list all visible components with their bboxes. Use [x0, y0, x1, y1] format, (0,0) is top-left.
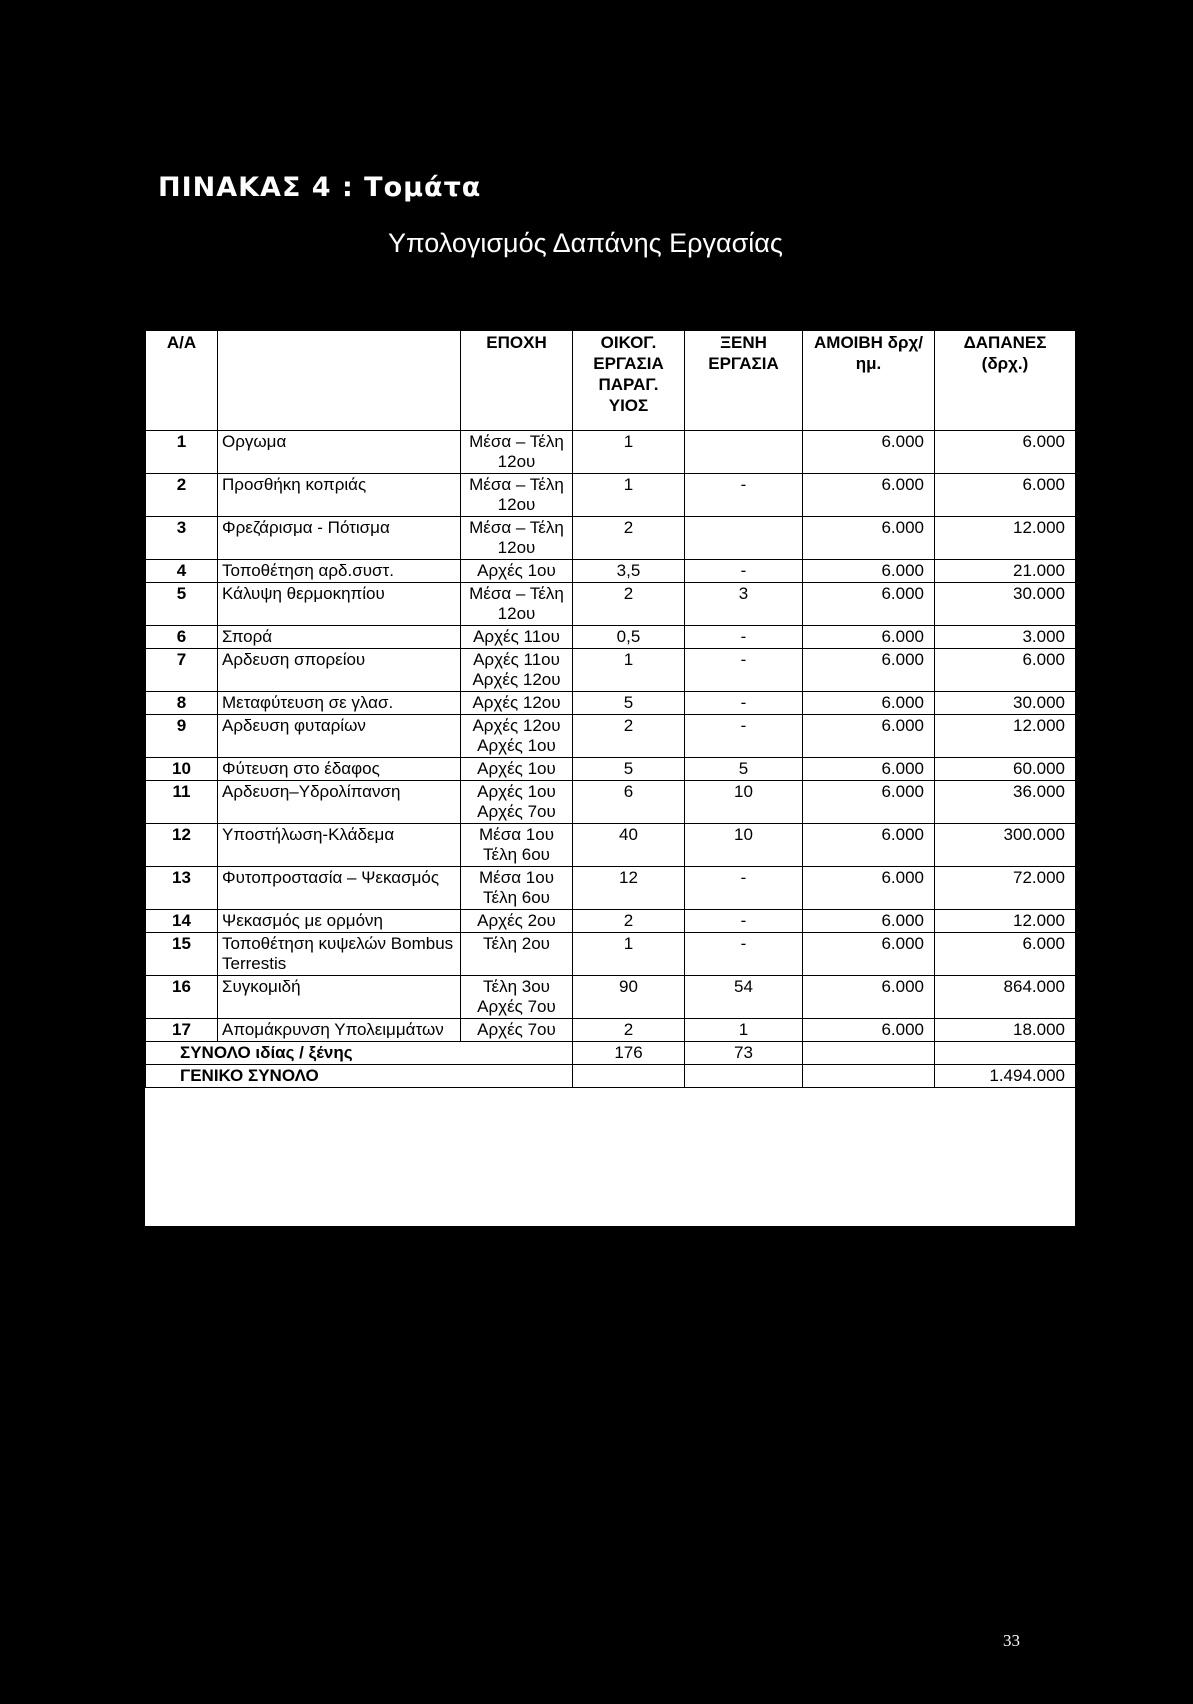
- row-wage: 6.000: [803, 867, 935, 910]
- row-task: Φρεζάρισμα - Πότισμα: [218, 517, 461, 560]
- table-header-row: [146, 331, 1076, 431]
- row-task: Τοποθέτηση αρδ.συστ.: [218, 560, 461, 583]
- row-wage: 6.000: [803, 758, 935, 781]
- row-family-labor: 2: [573, 583, 685, 626]
- table-row: [146, 910, 1076, 933]
- row-number: 13: [146, 867, 218, 910]
- row-foreign-labor: -: [685, 649, 803, 692]
- row-wage: 6.000: [803, 692, 935, 715]
- row-cost: 30.000: [935, 583, 1076, 626]
- page-subtitle: Υπολογισμός Δαπάνης Εργασίας: [388, 228, 783, 258]
- row-cost: 3.000: [935, 626, 1076, 649]
- row-cost: 6.000: [935, 431, 1076, 474]
- row-task: Συγκομιδή: [218, 976, 461, 1019]
- row-epoch: Αρχές 7ου: [461, 1019, 573, 1042]
- row-family-labor: 1: [573, 933, 685, 976]
- row-foreign-labor: -: [685, 867, 803, 910]
- row-foreign-labor: -: [685, 933, 803, 976]
- row-family-labor: 2: [573, 715, 685, 758]
- header-task: [218, 331, 461, 431]
- row-family-labor: 90: [573, 976, 685, 1019]
- foreign-total: 73: [685, 1042, 803, 1065]
- row-foreign-labor: -: [685, 560, 803, 583]
- header-foreign-labor: ΞΕΝΗ ΕΡΓΑΣΙΑ: [685, 331, 803, 431]
- row-number: 1: [146, 431, 218, 474]
- row-number: 10: [146, 758, 218, 781]
- row-cost: 12.000: [935, 517, 1076, 560]
- table-row: [146, 583, 1076, 626]
- row-epoch: Αρχές 1ου Αρχές 7ου: [461, 781, 573, 824]
- row-family-labor: 2: [573, 1019, 685, 1042]
- row-cost: 6.000: [935, 474, 1076, 517]
- header-family-labor: ΟΙΚΟΓ. ΕΡΓΑΣΙΑ ΠΑΡΑΓ. ΥΙΟΣ: [573, 331, 685, 431]
- row-task: Αρδευση–Υδρολίπανση: [218, 781, 461, 824]
- grand-total-row: [146, 1065, 1076, 1088]
- header-wage: ΑΜΟΙΒΗ δρχ/ημ.: [803, 331, 935, 431]
- row-cost: 30.000: [935, 692, 1076, 715]
- row-cost: 12.000: [935, 910, 1076, 933]
- row-wage: 6.000: [803, 626, 935, 649]
- row-family-labor: 5: [573, 758, 685, 781]
- row-foreign-labor: 10: [685, 781, 803, 824]
- row-family-labor: 1: [573, 474, 685, 517]
- row-wage: 6.000: [803, 715, 935, 758]
- row-wage: 6.000: [803, 824, 935, 867]
- header-epoch: ΕΠΟΧΗ: [461, 331, 573, 431]
- row-family-labor: 5: [573, 692, 685, 715]
- row-task: Φύτευση στο έδαφος: [218, 758, 461, 781]
- row-cost: 864.000: [935, 976, 1076, 1019]
- row-number: 6: [146, 626, 218, 649]
- row-epoch: Τέλη 3ου Αρχές 7ου: [461, 976, 573, 1019]
- row-wage: 6.000: [803, 431, 935, 474]
- row-epoch: Αρχές 11ου: [461, 626, 573, 649]
- row-family-labor: 1: [573, 649, 685, 692]
- row-epoch: Μέσα 1ου Τέλη 6ου: [461, 824, 573, 867]
- page-title: ΠΙΝΑΚΑΣ 4 : Τομάτα: [158, 172, 482, 203]
- row-task: Υποστήλωση-Κλάδεμα: [218, 824, 461, 867]
- row-number: 3: [146, 517, 218, 560]
- row-wage: 6.000: [803, 474, 935, 517]
- row-wage: 6.000: [803, 976, 935, 1019]
- row-number: 5: [146, 583, 218, 626]
- row-wage: 6.000: [803, 560, 935, 583]
- row-number: 14: [146, 910, 218, 933]
- row-epoch: Μέσα – Τέλη 12ου: [461, 583, 573, 626]
- grand-total-label: ΓΕΝΙΚΟ ΣΥΝΟΛΟ: [146, 1065, 573, 1088]
- row-epoch: Αρχές 11ου Αρχές 12ου: [461, 649, 573, 692]
- row-number: 15: [146, 933, 218, 976]
- row-family-labor: 40: [573, 824, 685, 867]
- own-foreign-total-label: ΣΥΝΟΛΟ ιδίας / ξένης: [146, 1042, 573, 1065]
- own-foreign-total-row: [146, 1042, 1076, 1065]
- row-epoch: Αρχές 2ου: [461, 910, 573, 933]
- own-foreign-cost-empty: [935, 1042, 1076, 1065]
- row-number: 17: [146, 1019, 218, 1042]
- table-row: [146, 474, 1076, 517]
- table-row: [146, 626, 1076, 649]
- row-cost: 18.000: [935, 1019, 1076, 1042]
- row-foreign-labor: 3: [685, 583, 803, 626]
- header-aa: Α/Α: [146, 331, 218, 431]
- table-row: [146, 715, 1076, 758]
- own-total: 176: [573, 1042, 685, 1065]
- row-cost: 21.000: [935, 560, 1076, 583]
- row-number: 4: [146, 560, 218, 583]
- table-row: [146, 649, 1076, 692]
- row-task: Προσθήκη κοπριάς: [218, 474, 461, 517]
- table-row: [146, 560, 1076, 583]
- row-cost: 300.000: [935, 824, 1076, 867]
- row-epoch: Αρχές 1ου: [461, 560, 573, 583]
- table-row: [146, 692, 1076, 715]
- row-epoch: Μέσα 1ου Τέλη 6ου: [461, 867, 573, 910]
- row-task: Μεταφύτευση σε γλασ.: [218, 692, 461, 715]
- table-row: [146, 933, 1076, 976]
- row-wage: 6.000: [803, 781, 935, 824]
- grand-wage-empty: [803, 1065, 935, 1088]
- row-cost: 36.000: [935, 781, 1076, 824]
- row-epoch: Αρχές 1ου: [461, 758, 573, 781]
- row-number: 12: [146, 824, 218, 867]
- labor-cost-table: [145, 330, 1076, 1088]
- row-epoch: Τέλη 2ου: [461, 933, 573, 976]
- row-number: 7: [146, 649, 218, 692]
- table-body: [146, 431, 1076, 1042]
- row-number: 11: [146, 781, 218, 824]
- table-row: [146, 824, 1076, 867]
- row-foreign-labor: -: [685, 910, 803, 933]
- table-row: [146, 1019, 1076, 1042]
- row-task: Σπορά: [218, 626, 461, 649]
- row-foreign-labor: -: [685, 474, 803, 517]
- table-row: [146, 758, 1076, 781]
- row-wage: 6.000: [803, 517, 935, 560]
- table-row: [146, 781, 1076, 824]
- row-cost: 72.000: [935, 867, 1076, 910]
- grand-foreign-empty: [685, 1065, 803, 1088]
- row-number: 16: [146, 976, 218, 1019]
- header-cost: ΔΑΠΑΝΕΣ (δρχ.): [935, 331, 1076, 431]
- row-family-labor: 2: [573, 910, 685, 933]
- grand-total: 1.494.000: [935, 1065, 1076, 1088]
- row-task: Απομάκρυνση Υπολειμμάτων: [218, 1019, 461, 1042]
- row-epoch: Μέσα – Τέλη 12ου: [461, 431, 573, 474]
- row-number: 8: [146, 692, 218, 715]
- own-foreign-wage-empty: [803, 1042, 935, 1065]
- table-row: [146, 867, 1076, 910]
- row-task: Αρδευση σπορείου: [218, 649, 461, 692]
- row-number: 9: [146, 715, 218, 758]
- row-wage: 6.000: [803, 1019, 935, 1042]
- row-task: Οργωμα: [218, 431, 461, 474]
- row-cost: 60.000: [935, 758, 1076, 781]
- row-foreign-labor: -: [685, 626, 803, 649]
- row-wage: 6.000: [803, 910, 935, 933]
- row-wage: 6.000: [803, 649, 935, 692]
- row-epoch: Μέσα – Τέλη 12ου: [461, 474, 573, 517]
- grand-family-empty: [573, 1065, 685, 1088]
- row-foreign-labor: 10: [685, 824, 803, 867]
- row-foreign-labor: [685, 431, 803, 474]
- row-wage: 6.000: [803, 583, 935, 626]
- row-epoch: Μέσα – Τέλη 12ου: [461, 517, 573, 560]
- table-row: [146, 431, 1076, 474]
- row-family-labor: 0,5: [573, 626, 685, 649]
- page-number: 33: [1003, 1631, 1020, 1650]
- row-epoch: Αρχές 12ου Αρχές 1ου: [461, 715, 573, 758]
- row-task: Ψεκασμός με ορμόνη: [218, 910, 461, 933]
- row-cost: 12.000: [935, 715, 1076, 758]
- row-foreign-labor: -: [685, 692, 803, 715]
- row-foreign-labor: -: [685, 715, 803, 758]
- row-wage: 6.000: [803, 933, 935, 976]
- row-task: Κάλυψη θερμοκηπίου: [218, 583, 461, 626]
- row-foreign-labor: 54: [685, 976, 803, 1019]
- row-family-labor: 1: [573, 431, 685, 474]
- row-family-labor: 3,5: [573, 560, 685, 583]
- row-family-labor: 6: [573, 781, 685, 824]
- row-epoch: Αρχές 12ου: [461, 692, 573, 715]
- row-task: Φυτοπροστασία – Ψεκασμός: [218, 867, 461, 910]
- row-task: Τοποθέτηση κυψελών Bombus Terrestis: [218, 933, 461, 976]
- table-row: [146, 517, 1076, 560]
- row-cost: 6.000: [935, 649, 1076, 692]
- row-number: 2: [146, 474, 218, 517]
- row-family-labor: 2: [573, 517, 685, 560]
- row-foreign-labor: 1: [685, 1019, 803, 1042]
- row-cost: 6.000: [935, 933, 1076, 976]
- row-family-labor: 12: [573, 867, 685, 910]
- table-row: [146, 976, 1076, 1019]
- table-sheet: [145, 330, 1075, 1226]
- row-foreign-labor: 5: [685, 758, 803, 781]
- row-task: Αρδευση φυταρίων: [218, 715, 461, 758]
- row-foreign-labor: [685, 517, 803, 560]
